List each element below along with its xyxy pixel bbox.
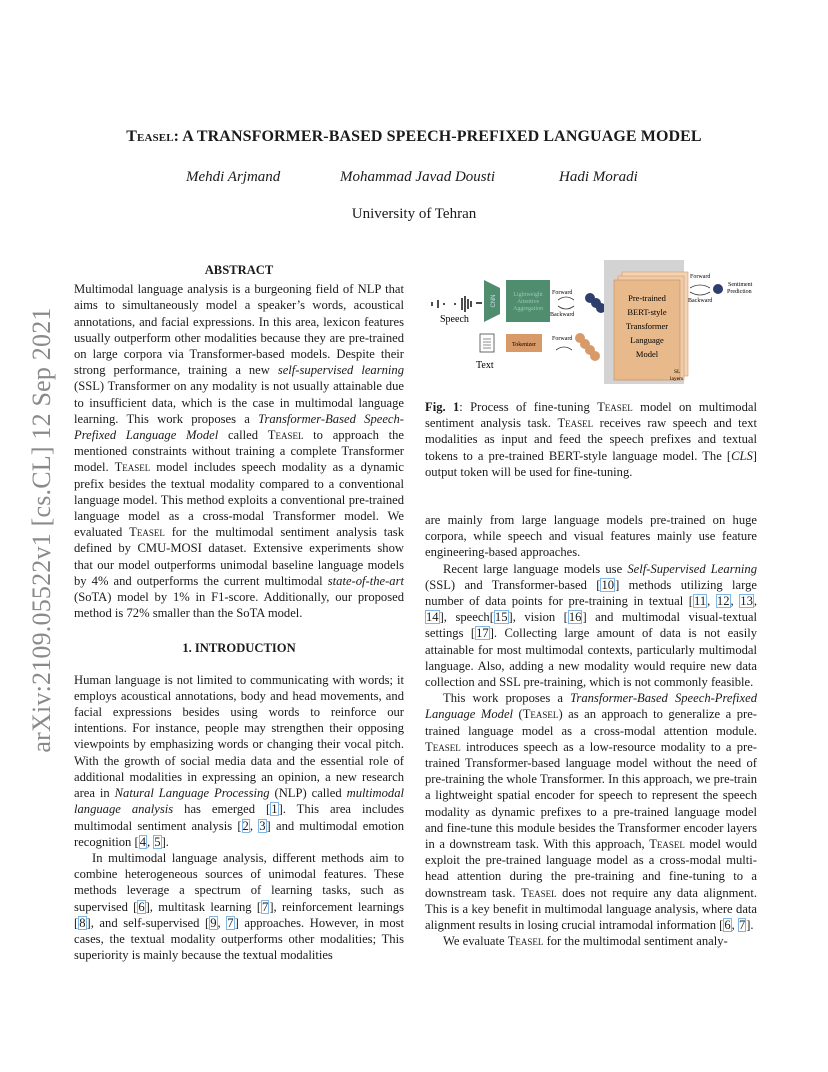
document-icon (480, 334, 494, 352)
right-paragraph-4: We evaluate Teasel for the multimodal sentiment analy- (443, 934, 728, 949)
sentiment-label: Sentiment (728, 282, 753, 288)
left-column (74, 262, 404, 963)
affiliation: University of Tehran (351, 206, 477, 222)
forward-label-1: Forward (552, 290, 573, 296)
cls-output-dot (713, 284, 723, 294)
backward-label-3: Backward (688, 298, 713, 304)
svg-text:Aggregation: Aggregation (513, 306, 543, 312)
svg-text:Attentive: Attentive (516, 299, 540, 305)
right-paragraph-2: Recent large language models use Self-Supervised Learning (SSL) and Transformer-based [10] methods utilizing large number of data points for pre-training in textual [11, 12, 13, 14], speech[15], vision [16] and multimodal visual-textual settings [17]. Collecting large amount of data is not easily attainable for most multimodal contexts, particularly multimodal language. Also, adding a new modality would require new data collection and SSL pre-training, which is not commonly feasible. (425, 561, 758, 690)
arxiv-id: arXiv:2109.05522v1 [cs.CL] 12 Sep 2021 (27, 307, 56, 753)
forward-label-3: Forward (690, 274, 711, 280)
svg-text:Language: Language (630, 335, 664, 345)
figure-1-diagram (424, 258, 764, 388)
title-prefix: Teasel (126, 128, 174, 145)
waveform-icon (428, 296, 482, 312)
speech-label: Speech (440, 314, 469, 325)
svg-text:Lightweight: Lightweight (513, 292, 543, 298)
tokenizer-label: Tokenizer (512, 342, 536, 348)
svg-text:Transformer: Transformer (625, 321, 669, 331)
author-1: Mehdi Arjmand (186, 169, 281, 185)
author-2: Mohammad Javad Dousti (340, 169, 495, 185)
svg-text:BERT-style: BERT-style (627, 307, 667, 317)
author-3: Hadi Moradi (559, 169, 638, 185)
intro-paragraph-2: In multimodal language analysis, different methods aim to combine heterogeneous sources of unimodal features. These methods leverage a spectrum of learning tasks, such as supervised [6], multitask learning [7], reinforcement learnings [8], and self-supervised [9, 7] approaches. However, in most cases, the textual modality outperforms other modalities; This superiority is mainly because the textual modalities (74, 850, 405, 963)
title-rest: : A TRANSFORMER-BASED SPEECH-PREFIXED LANGUAGE MODEL (173, 128, 702, 145)
sl-label: SL (674, 369, 681, 375)
paper-title (0, 128, 828, 146)
svg-text:Model: Model (635, 349, 659, 359)
abstract-heading: ABSTRACT (204, 263, 274, 277)
prediction-label: Prediction (727, 289, 752, 295)
figure-caption-label: Fig. 1 (425, 400, 460, 414)
intro-heading: 1. INTRODUCTION (182, 641, 296, 656)
forward-label-2: Forward (552, 336, 573, 342)
backward-label-1: Backward (550, 312, 575, 318)
arxiv-sidebar (24, 0, 60, 1072)
right-column (425, 512, 757, 949)
figure-caption: Fig. 1: Process of fine-tuning Teasel model on multimodal sentiment analysis task. Teasel receives raw speech and text modalities as input and feed the speech prefixes and textual tokens to a pre-trained BERT-style language model. The [CLS] output token will be used for fine-tuning. (425, 400, 758, 479)
cnn-label: CNN (491, 294, 497, 308)
svg-text:Pre-trained: Pre-trained (628, 293, 666, 303)
text-label: Text (476, 360, 494, 371)
right-paragraph-3: This work proposes a Transformer-Based Speech-Prefixed Language Model (Teasel) as an approach to generalize a pre-trained language model as a cross-modal attention module. Teasel introduces speech as a low-resource modality to a pre-trained Transformer-based language model without the need of pre-training the whole Transformer. In this approach, we pre-train a lightweight spatial encoder for speech to represent the speech modality as dynamic prefixes to a pre-trained language model and fine-tune this module besides the Transformer encoder layers in a downstream task. With this approach, Teasel model would exploit the pre-trained language model as a cross-modal multi-head attention during the pre-training and fine-tuning to a downstream task. Teasel does not require any data alignment. This is a key benefit in multimodal language analysis, where data alignment results in losing crucial intramodal information [6, 7]. (425, 691, 757, 933)
abstract-text: Multimodal language analysis is a burgeoning field of NLP that aims to simultaneously model a speaker’s words, acoustical annotations, and facial expressions. In this area, lexicon features usually outperform other modalities because they are pre-trained on large corpora via Transformer-based models. Despite their strong performance, training a new self-supervised learning (SSL) Transformer on any modality is not usually attainable due to insufficient data, which is the case in multimodal language learning. This work proposes a Transformer-Based Speech-Prefixed Language Model called Teasel to approach the mentioned constraints without training a complete Transformer model. Teasel model includes speech modality as a dynamic prefix besides the textual modality compared to a conventional language model. This method exploits a conventional pre-trained language model as a cross-modal Transformer model. We evaluated Teasel for the multimodal sentiment analysis task defined by CMU-MOSI dataset. Extensive experiments show that our model outperforms unimodal baseline language models by 4% and outperforms the current multimodal state-of-the-art (SoTA) model by 1% in F1-score. Additionally, our proposed method is 72% smaller than the SoTA model. (74, 282, 404, 621)
right-paragraph-1: are mainly from large language models pre-trained on huge corpora, while speech and visual features mainly use feature engineering-based approaches. (425, 513, 757, 560)
layers-label: layers (670, 376, 684, 382)
intro-paragraph-1: Human language is not limited to communicating with words; it employs acoustical annotations, body and head movements, and facial expressions besides using words to reinforce our intentions. For instance, people may strengthen their opposing viewpoints by emphasizing words or changing their vocal pitch. With the growth of social media data and the essential role of additional modalities in expressing an opinion, a new research area in Natural Language Processing (NLP) called multimodal language analysis has emerged [1]. This area includes multimodal sentiment analysis [2, 3] and multimodal emotion recognition [4, 5]. (74, 672, 405, 849)
